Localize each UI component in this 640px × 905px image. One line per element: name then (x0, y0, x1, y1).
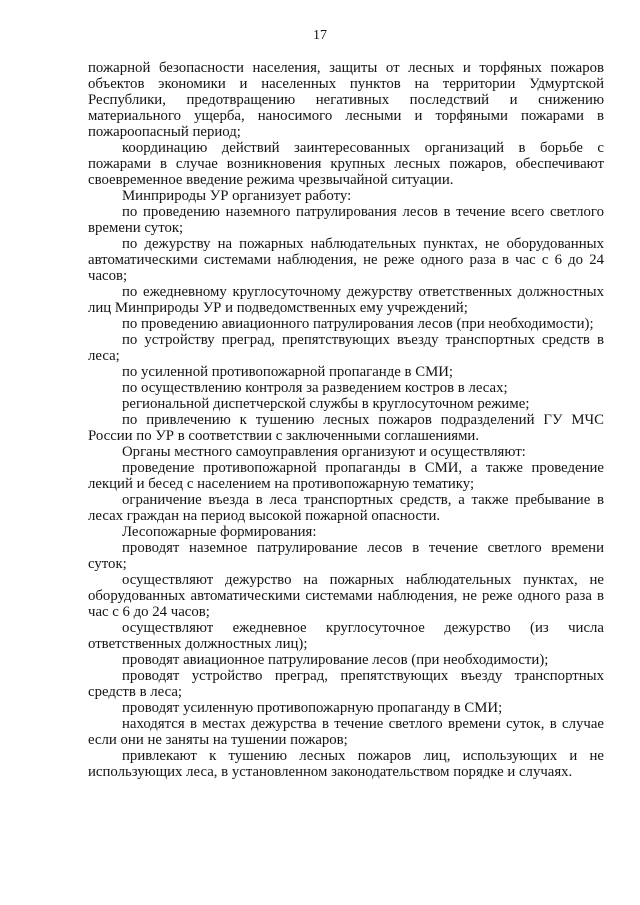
paragraph-fire-units-intro: Лесопожарные формирования: (122, 524, 317, 540)
paragraph-units-observation-duty: осуществляют дежурство на пожарных наблюдательных пунктах, не оборудованных автоматическими системами наблюдения, не реже одного раза в час с 6 до 24 часов; (88, 572, 604, 620)
paragraph-coordination: координацию действий заинтересованных организаций в борьбе с пожарами в случае возникновения крупных лесных пожаров, обеспечивают своевременное введение режима чрезвычайной ситуации. (88, 140, 604, 188)
paragraph-campfire-control: по осуществлению контроля за разведением костров в лесах; (122, 380, 508, 396)
paragraph-units-attract-persons: привлекают к тушению лесных пожаров лиц, использующих и не использующих леса, в установленном законодательством порядке и случаях. (88, 748, 604, 780)
paragraph-observation-duty: по дежурству на пожарных наблюдательных пунктах, не оборудованных автоматическими системами наблюдения, не реже одного раза в час с 6 до 24 часов; (88, 236, 604, 284)
paragraph-units-on-duty: находятся в местах дежурства в течение светлого времени суток, в случае если они не заняты на тушении пожаров; (88, 716, 604, 748)
paragraph-minprirody-intro: Минприроды УР организует работу: (122, 188, 352, 204)
document-body (88, 60, 604, 780)
paragraph-aerial-patrol: по проведению авиационного патрулирования лесов (при необходимости); (122, 316, 594, 332)
paragraph-fire-safety-continuation: пожарной безопасности населения, защиты от лесных и торфяных пожаров объектов экономики и населенных пунктов на территории Удмуртской Республики, предотвращению негативных последствий и снижению материального ущерба, наносимого лесными и торфяными пожарами в пожароопасный период; (88, 60, 604, 140)
paragraph-media-propaganda: по усиленной противопожарной пропаганде в СМИ; (122, 364, 454, 380)
paragraph-local-government-intro: Органы местного самоуправления организуют и осуществляют: (122, 444, 526, 460)
paragraph-units-aerial-patrol: проводят авиационное патрулирование лесов (при необходимости); (122, 652, 549, 668)
paragraph-barriers: по устройству преград, препятствующих въезду транспортных средств в леса; (88, 332, 604, 364)
paragraph-units-barriers: проводят устройство преград, препятствующих въезду транспортных средств в леса; (88, 668, 604, 700)
paragraph-daily-duty: по ежедневному круглосуточному дежурству ответственных должностных лиц Минприроды УР и подведомственных ему учреждений; (88, 284, 604, 316)
paragraph-mchs-involvement: по привлечению к тушению лесных пожаров подразделений ГУ МЧС России по УР в соответствии с заключенными соглашениями. (88, 412, 604, 444)
page-number: 17 (313, 28, 327, 43)
paragraph-units-ground-patrol: проводят наземное патрулирование лесов в течение светлого времени суток; (88, 540, 604, 572)
paragraph-entry-restriction: ограничение въезда в леса транспортных средств, а также пребывание в лесах граждан на период высокой пожарной опасности. (88, 492, 604, 524)
paragraph-units-propaganda: проводят усиленную противопожарную пропаганду в СМИ; (122, 700, 503, 716)
paragraph-units-daily-duty: осуществляют ежедневное круглосуточное дежурство (из числа ответственных должностных лиц); (88, 620, 604, 652)
paragraph-ground-patrol: по проведению наземного патрулирования лесов в течение всего светлого времени суток; (88, 204, 604, 236)
paragraph-local-propaganda: проведение противопожарной пропаганды в СМИ, а также проведение лекций и бесед с населением на противопожарную тематику; (88, 460, 604, 492)
paragraph-dispatch-service: региональной диспетчерской службы в круглосуточном режиме; (122, 396, 530, 412)
